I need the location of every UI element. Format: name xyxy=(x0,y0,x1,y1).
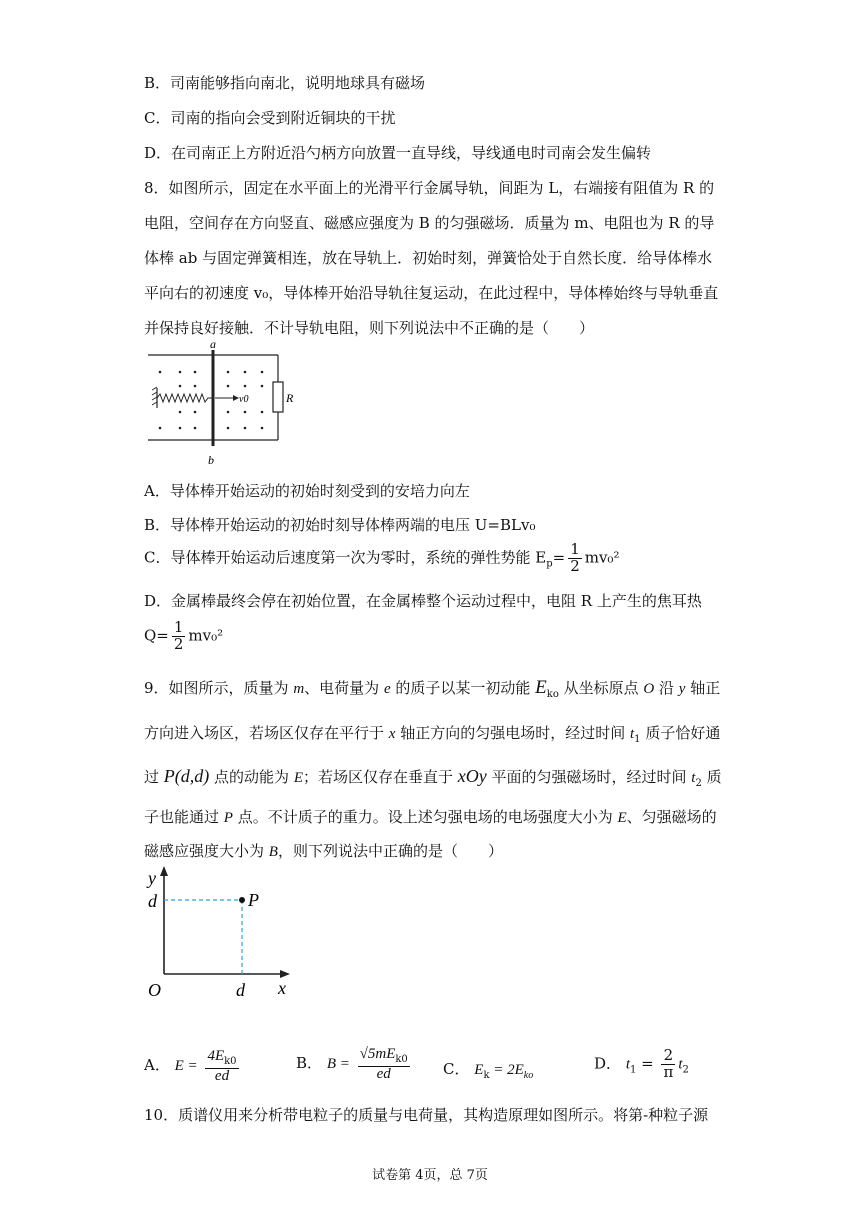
q9-p-label: P xyxy=(248,890,259,910)
q8-text-2: 电阻，空间存在方向竖直、磁感应强度为 B 的匀强磁场．质量为 m、电阻也为 R 的导 xyxy=(144,214,715,232)
option-b-prev: B．司南能够指向南北，说明地球具有磁场 xyxy=(144,74,426,92)
q9-option-a: A． E = $\frac{4E_{k0}}{ed}$ xyxy=(144,1048,237,1084)
q9-d-x-label: d xyxy=(236,980,245,1000)
q8-option-c: C．导体棒开始运动后速度第一次为零时，系统的弹性势能 $E_p=$ $\frac{1}{2}$ mv₀² xyxy=(144,540,620,575)
option-d-prev: D．在司南正上方附近沿勺柄方向放置一直导线，导线通电时司南会发生偏转 xyxy=(144,144,652,162)
q8-option-a: A．导体棒开始运动的初始时刻受到的安培力向左 xyxy=(144,482,470,500)
page-footer: 试卷第 4页，总 7页 xyxy=(372,1168,488,1183)
q8-label-r: R xyxy=(286,391,294,405)
q8-option-d-line1: D．金属棒最终会停在初始位置，在金属棒整个运动过程中，电阻 R 上产生的焦耳热 xyxy=(144,592,702,610)
q8-option-b: B．导体棒开始运动的初始时刻导体棒两端的电压 U=BLv₀ xyxy=(144,516,536,534)
q9-option-b: B． B = $\frac{√5mE_{k0}}{ed}$ xyxy=(296,1046,408,1082)
q9-d-y-label: d xyxy=(148,891,157,911)
q8-text-5: 并保持良好接触．不计导轨电阻，则下列说法中不正确的是（ ） xyxy=(144,319,595,337)
q8-option-d-line2: Q= $\frac{1}{2}$ mv₀² xyxy=(144,618,224,653)
q9-text-2: 方向进入场区，若场区仅存在平行于 x 轴正方向的匀强电场时，经过时间 $t_1$ 质子恰好通 xyxy=(144,724,721,745)
option-c-prev: C．司南的指向会受到附近铜块的干扰 xyxy=(144,109,396,127)
q8-label-v0: v0 xyxy=(239,394,249,405)
q8-text-4: 平向右的初速度 v₀，导体棒开始沿导轨往复运动，在此过程中，导体棒始终与导轨垂直 xyxy=(144,284,719,302)
q9-text-3: 过 P(d,d) 点的动能为 E；若场区仅存在垂直于 xOy 平面的匀强磁场时，经过时间 $t_2$ 质 xyxy=(144,766,722,789)
q9-axis-x-label: x xyxy=(278,978,286,998)
q9-origin-label: O xyxy=(148,980,161,1000)
q9-text-1: 9．如图所示，质量为 m、电荷量为 e 的质子以某一初动能 $E_{ko}$ 从坐标原点 O 沿 y 轴正 xyxy=(144,677,721,700)
q9-axis-y-label: y xyxy=(148,868,156,888)
q9-option-d: D． $t_1$ = $\frac{2}{\pi}$ $t_2$ xyxy=(594,1046,689,1081)
q9-text-4: 子也能通过 P 点。不计质子的重力。设上述匀强电场的电场强度大小为 E、匀强磁场的 xyxy=(144,808,717,826)
q9-option-c: C． $E_k = 2E_{ko}$ xyxy=(443,1060,534,1081)
q10-text-1: 10．质谱仪用来分析带电粒子的质量与电荷量，其构造原理如图所示。将第-种粒子源 xyxy=(144,1106,709,1124)
q8-circuit-figure xyxy=(140,340,300,470)
q8-text-3: 体棒 ab 与固定弹簧相连，放在导轨上．初始时刻，弹簧恰处于自然长度．给导体棒水 xyxy=(144,249,713,267)
q9-coordinate-figure xyxy=(140,862,300,1002)
q8-label-a: a xyxy=(210,340,216,351)
q8-label-b: b xyxy=(208,453,214,467)
q8-text-1: 8．如图所示，固定在水平面上的光滑平行金属导轨，间距为 L，右端接有阻值为 R 的 xyxy=(144,179,715,197)
q9-text-5: 磁感应强度大小为 B，则下列说法中正确的是（ ） xyxy=(144,842,503,860)
